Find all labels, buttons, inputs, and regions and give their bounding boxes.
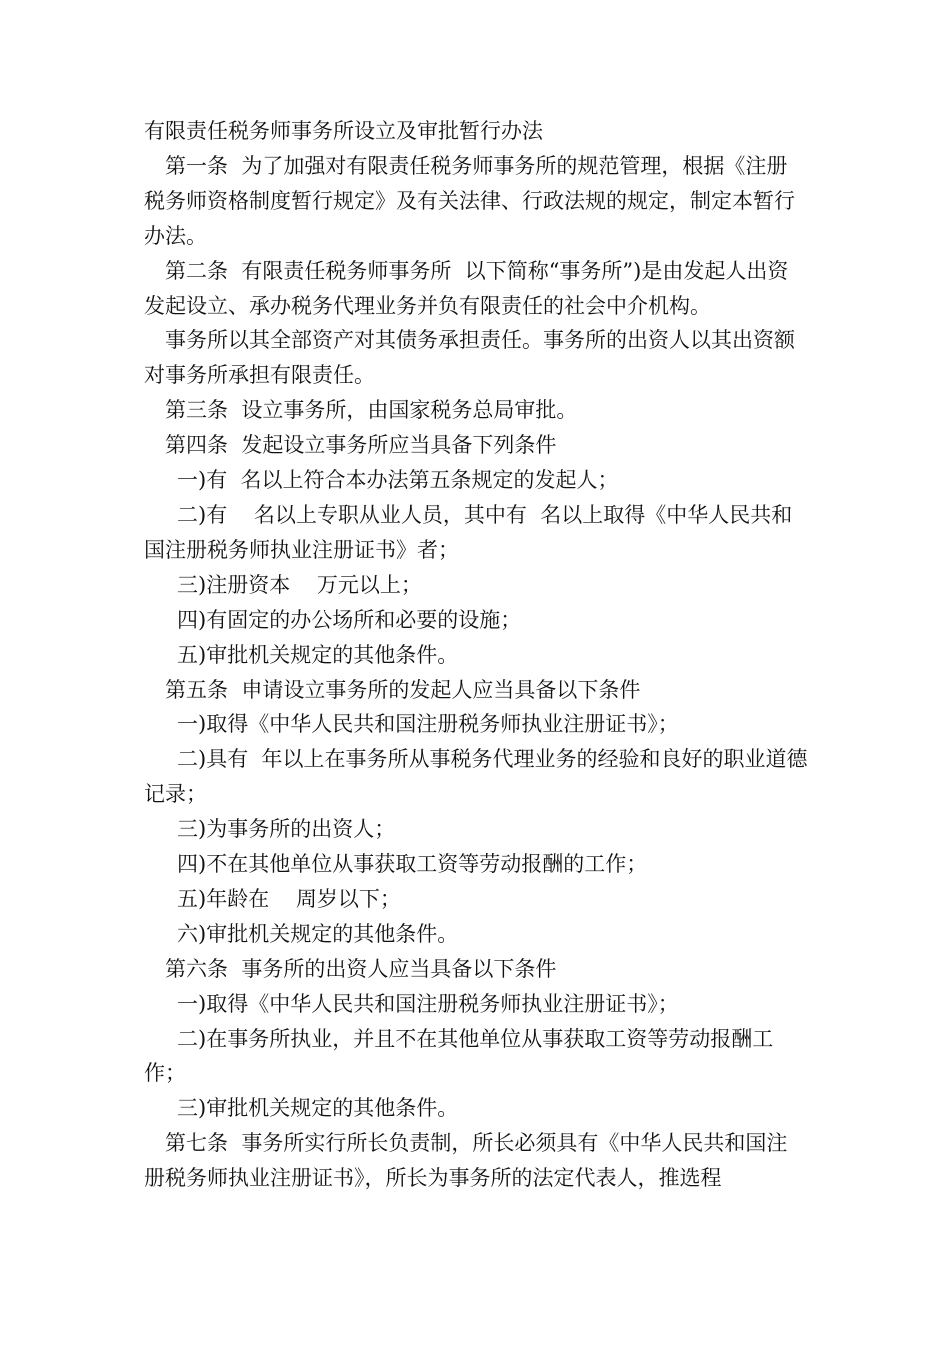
paragraph: 一)取得《中华人民共和国注册税务师执业注册证书》；	[177, 991, 679, 1016]
paragraph: 五)年龄在 周岁以下；	[177, 886, 401, 911]
paragraph: 二)有 名以上专职从业人员，其中有 名以上取得《中华人民共和国注册税务师执业注册证书》者；	[144, 502, 793, 562]
paragraph: 五)审批机关规定的其他条件。	[177, 642, 459, 667]
paragraph: 第二条 有限责任税务师事务所 以下简称“事务所”)是由发起人出资发起设立、承办税务代理业务并负有限责任的社会中介机构。	[144, 258, 789, 318]
paragraph: 第三条 设立事务所，由国家税务总局审批。	[165, 398, 578, 423]
paragraph: 四)不在其他单位从事获取工资等劳动报酬的工作；	[177, 852, 648, 877]
paragraph: 第一条 为了加强对有限责任税务师事务所的规范管理，根据《注册税务师资格制度暂行规定》及有关法律、行政法规的规定，制定本暂行办法。	[144, 153, 795, 248]
paragraph: 第七条 事务所实行所长负责制，所长必须具有《中华人民共和国注册税务师执业注册证书》，所长为事务所的法定代表人，推选程	[144, 1131, 788, 1191]
paragraph: 第五条 申请设立事务所的发起人应当具备以下条件	[165, 677, 641, 702]
paragraph: 第六条 事务所的出资人应当具备以下条件	[165, 956, 557, 981]
paragraph: 三)审批机关规定的其他条件。	[177, 1096, 459, 1121]
paragraph-list	[144, 149, 808, 1196]
paragraph: 一)取得《中华人民共和国注册税务师执业注册证书》；	[177, 712, 679, 737]
paragraph: 二)具有 年以上在事务所从事税务代理业务的经验和良好的职业道德记录；	[144, 747, 808, 807]
paragraph: 四)有固定的办公场所和必要的设施；	[177, 607, 522, 632]
paragraph: 事务所以其全部资产对其债务承担责任。事务所的出资人以其出资额对事务所承担有限责任。	[144, 328, 795, 388]
paragraph: 第四条 发起设立事务所应当具备下列条件	[165, 433, 557, 458]
document-title: 有限责任税务师事务所设立及审批暂行办法	[144, 119, 543, 143]
document-body	[144, 114, 808, 1196]
paragraph: 二)在事务所执业，并且不在其他单位从事获取工资等劳动报酬工作；	[144, 1026, 774, 1086]
paragraph: 三)为事务所的出资人；	[177, 817, 396, 842]
paragraph: 六)审批机关规定的其他条件。	[177, 921, 459, 946]
paragraph: 三)注册资本 万元以上；	[177, 572, 422, 597]
paragraph: 一)有 名以上符合本办法第五条规定的发起人；	[177, 468, 619, 493]
